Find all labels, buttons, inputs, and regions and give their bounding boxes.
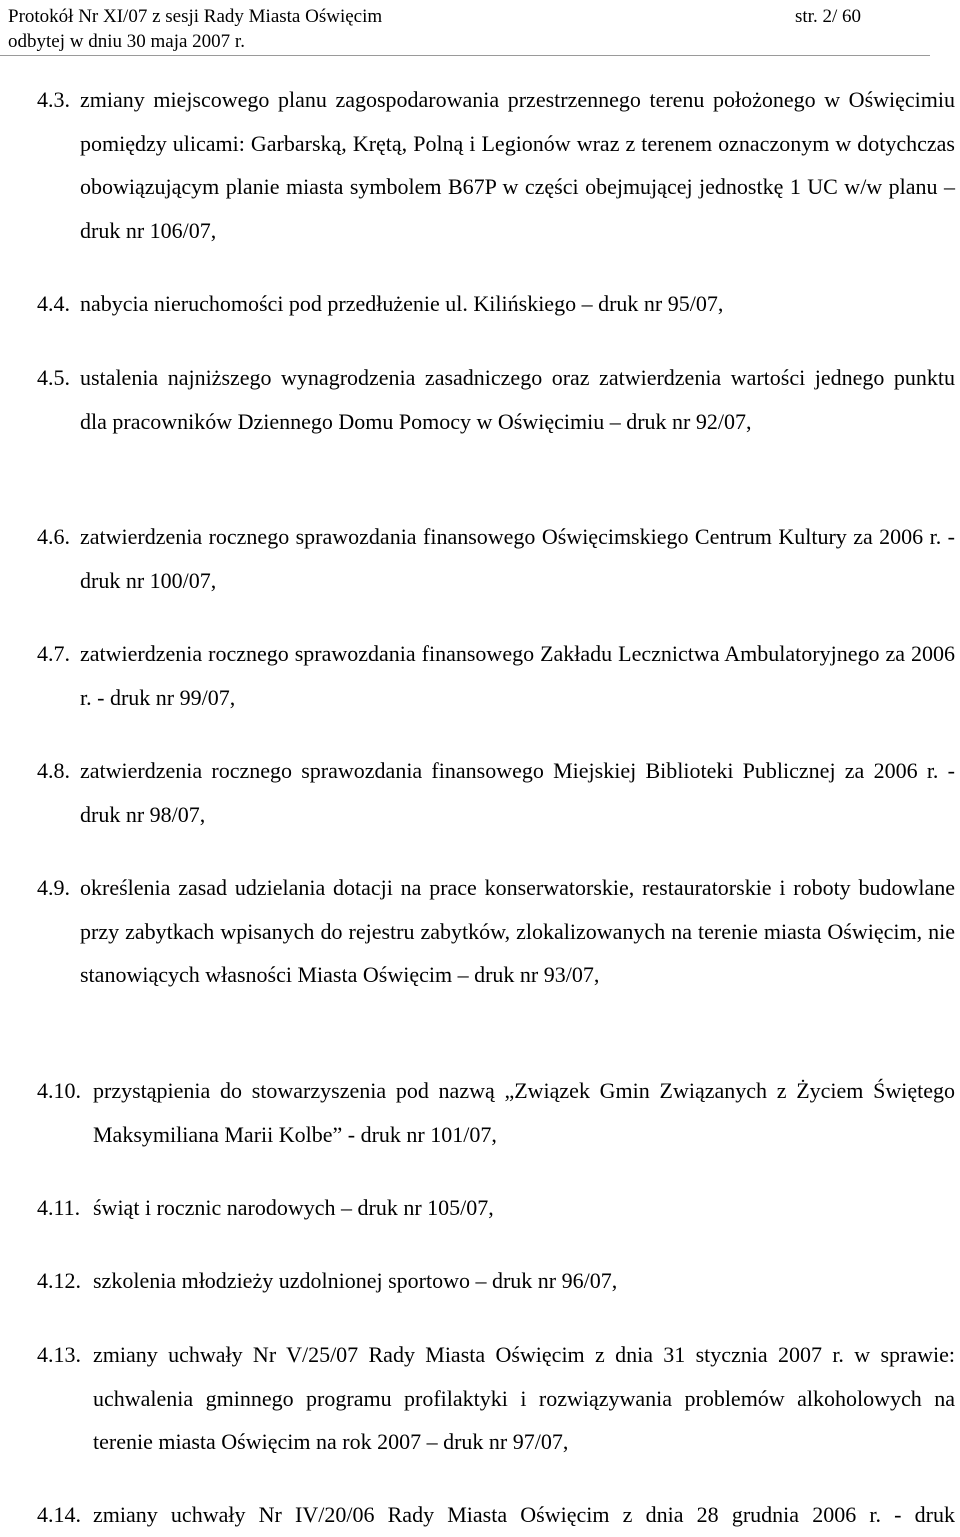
agenda-item-text: nabycia nieruchomości pod przedłużenie ul. Kilińskiego – druk nr 95/07, [80,291,724,316]
agenda-item-text: świąt i rocznic narodowych – druk nr 105/07, [93,1195,494,1220]
agenda-item-text: zmiany miejscowego planu zagospodarowania przestrzennego terenu położonego w Oświęcimiu pomiędzy ulicami: Garbarską, Krętą, Polną i Legionów wraz z terenem oznaczonym w dotychczas obowiązującym planie miasta symbolem B67P w części obejmującej jednostkę 1 UC w/w planu – druk nr 106/07, [80,87,955,243]
agenda-item-number: 4.14. [37,1502,81,1527]
agenda-item-number: 4.8. [37,758,70,783]
agenda-item-text: zmiany uchwały Nr IV/20/06 Rady Miasta Oświęcim z dnia 28 grudnia 2006 r. - druk [93,1502,955,1527]
header-subtitle: odbytej w dniu 30 maja 2007 r. [8,31,245,52]
agenda-item-text: zatwierdzenia rocznego sprawozdania finansowego Zakładu Lecznictwa Ambulatoryjnego za 2006 r. - druk nr 99/07, [80,641,955,710]
agenda-item-text: zmiany uchwały Nr V/25/07 Rady Miasta Oświęcim z dnia 31 stycznia 2007 r. w sprawie: uchwalenia gminnego programu profilaktyki i rozwiązywania problemów alkoholowych na terenie miasta Oświęcim na rok 2007 – druk nr 97/07, [93,1342,955,1454]
agenda-item-number: 4.3. [37,87,70,112]
agenda-item-number: 4.11. [37,1195,81,1220]
agenda-item-text: przystąpienia do stowarzyszenia pod nazwą „Związek Gmin Związanych z Życiem Świętego Maksymiliana Marii Kolbe” - druk nr 101/07, [93,1078,955,1147]
agenda-item-text: szkolenia młodzieży uzdolnionej sportowo – druk nr 96/07, [93,1268,618,1293]
agenda-item-number: 4.6. [37,524,70,549]
agenda-item-text: zatwierdzenia rocznego sprawozdania finansowego Miejskiej Biblioteki Publicznej za 2006 r. - druk nr 98/07, [80,758,955,827]
agenda-item-number: 4.12. [37,1268,81,1293]
agenda-item-number: 4.9. [37,875,70,900]
page-number: str. 2/ 60 [795,6,861,27]
agenda-item-text: ustalenia najniższego wynagrodzenia zasadniczego oraz zatwierdzenia wartości jednego punktu dla pracowników Dziennego Domu Pomocy w Oświęcimiu – druk nr 92/07, [80,365,955,434]
agenda-item-text: określenia zasad udzielania dotacji na prace konserwatorskie, restauratorskie i roboty budowlane przy zabytkach wpisanych do rejestru zabytków, zlokalizowanych na terenie miasta Oświęcim, nie stanowiących własności Miasta Oświęcim – druk nr 93/07, [80,875,955,987]
agenda-item-number: 4.10. [37,1078,81,1103]
agenda-item-number: 4.7. [37,641,70,666]
agenda-item-number: 4.5. [37,365,70,390]
agenda-item-number: 4.13. [37,1342,81,1367]
agenda-item-text: zatwierdzenia rocznego sprawozdania finansowego Oświęcimskiego Centrum Kultury za 2006 r. - druk nr 100/07, [80,524,955,593]
page-header [0,0,930,56]
header-title: Protokół Nr XI/07 z sesji Rady Miasta Oświęcim [8,6,383,27]
agenda-item-number: 4.4. [37,291,70,316]
